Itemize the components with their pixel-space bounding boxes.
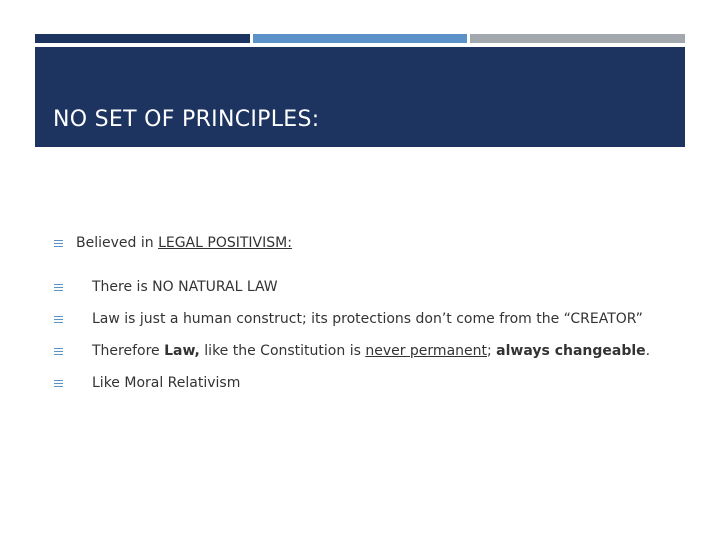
bullet-item-3 [54, 309, 643, 329]
accent-stripe-blue [253, 34, 467, 43]
bullet-4-part-2: like the Constitution is [199, 343, 366, 359]
bullet-text-1 [76, 235, 292, 251]
title-bar [35, 47, 685, 147]
bullet-4-part-3: ; [487, 343, 497, 359]
bullet-text-3: Law is just a human construct; its protections don’t come from the “CREATOR” [92, 311, 643, 327]
bullet-item-1 [54, 233, 292, 253]
bullet-text-4 [92, 343, 650, 359]
accent-stripe-gray [470, 34, 685, 43]
bullet-marker-icon [54, 380, 63, 387]
bullet-4-part-1: Therefore [92, 343, 165, 359]
bullet-item-2 [54, 277, 278, 297]
slide-title: NO SET OF PRINCIPLES: [53, 107, 320, 132]
bullet-4-part-4: . [645, 343, 651, 359]
bullet-item-4 [54, 341, 650, 361]
bullet-4-bold-law: Law, [164, 343, 200, 359]
bullet-4-underlined: never permanent [365, 343, 487, 359]
bullet-marker-icon [54, 240, 63, 247]
bullet-4-bold-changeable: always changeable [496, 343, 646, 359]
bullet-text-2: There is NO NATURAL LAW [92, 279, 278, 295]
bullet-1-underlined: LEGAL POSITIVISM: [158, 235, 292, 251]
bullet-marker-icon [54, 316, 63, 323]
bullet-marker-icon [54, 348, 63, 355]
bullet-marker-icon [54, 284, 63, 291]
bullet-1-prefix: Believed in [76, 235, 159, 251]
bullet-item-5 [54, 373, 240, 393]
accent-stripe-dark [35, 34, 250, 43]
bullet-text-5: Like Moral Relativism [92, 375, 241, 391]
